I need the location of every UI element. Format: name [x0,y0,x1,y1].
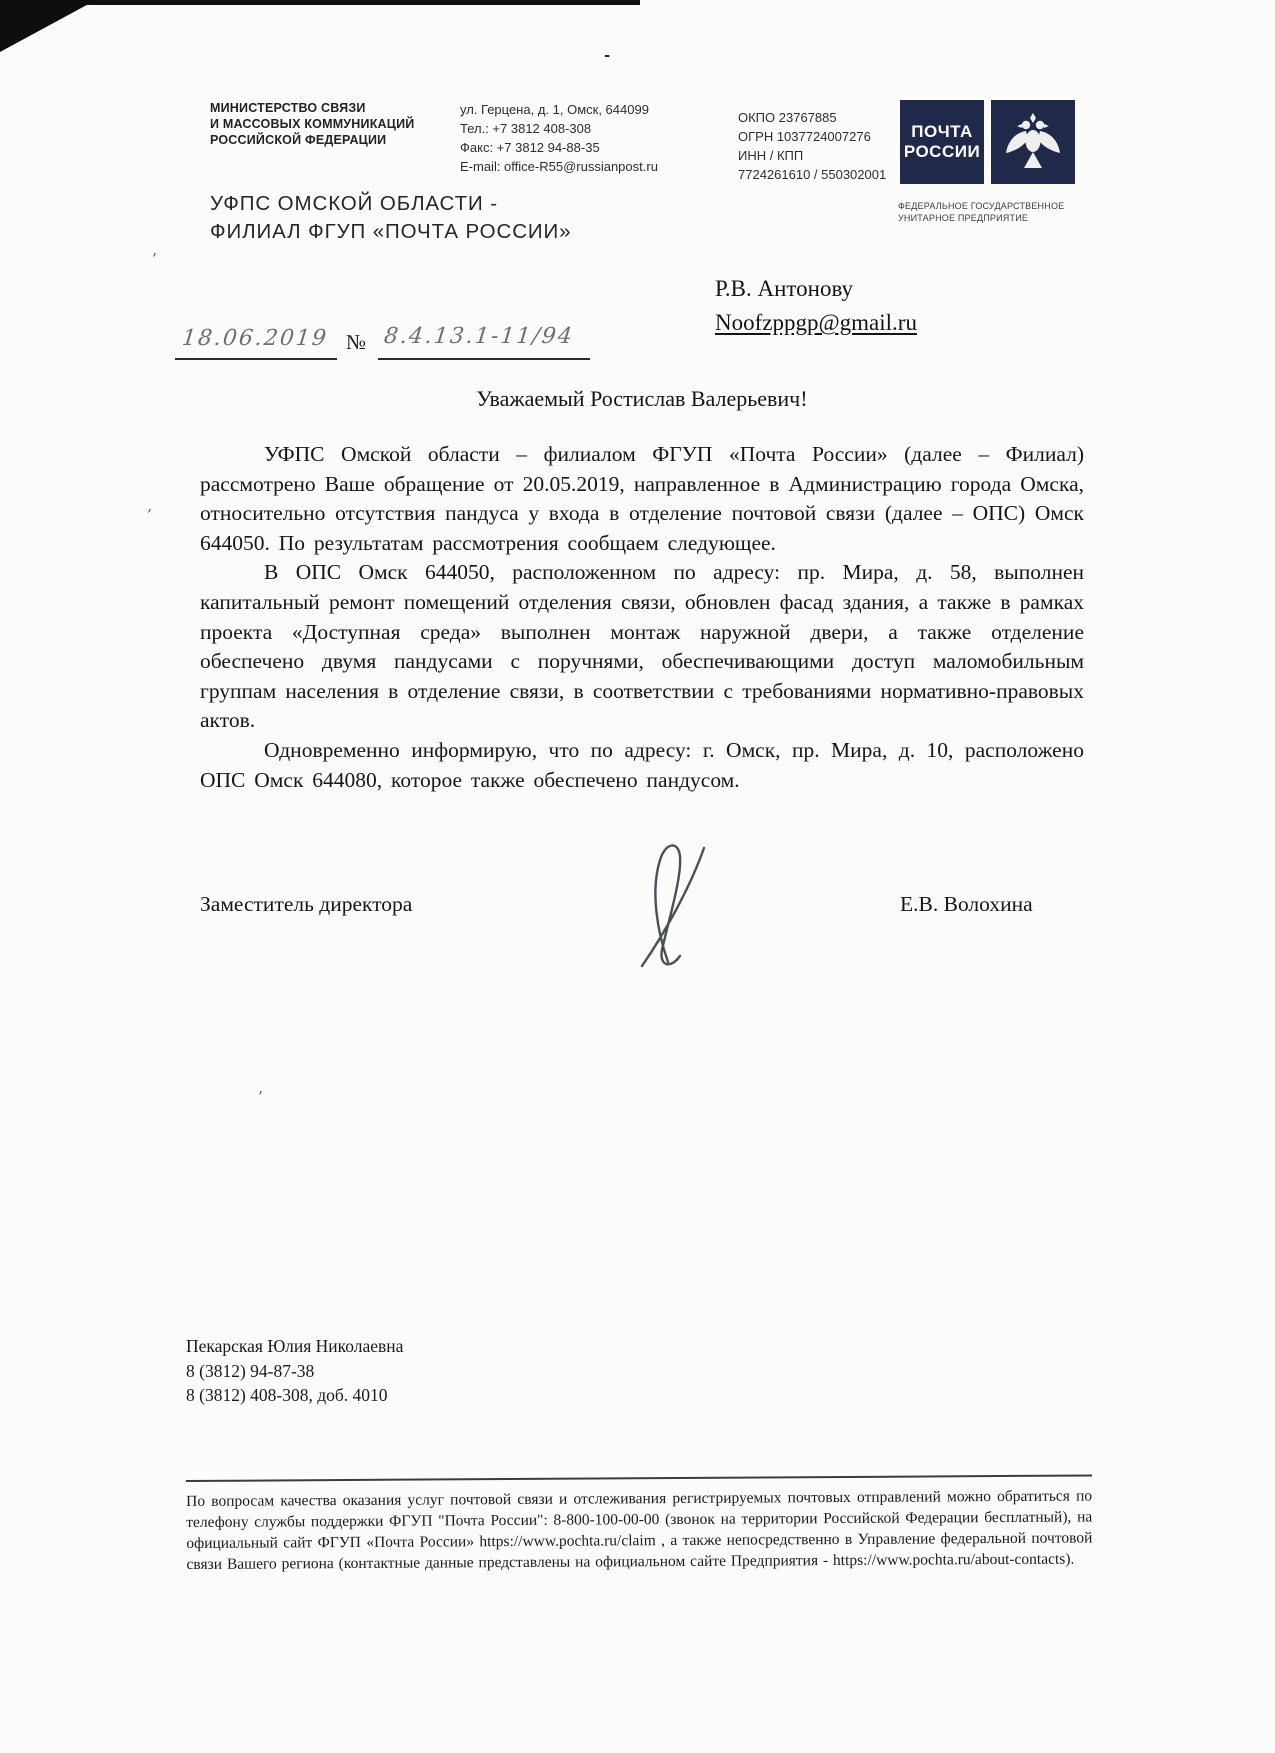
caption-line: ФЕДЕРАЛЬНОЕ ГОСУДАРСТВЕННОЕ [898,201,1065,211]
email-line: E-mail: office-R55@russianpost.ru [460,159,658,174]
body-paragraph: УФПС Омской области – филиалом ФГУП «Почта России» (далее – Филиал) рассмотрено Ваше обращение от 20.05.2019, направленное в Администрацию города Омска, относительно отсутствия пандуса у входа в отделение почтовой связи (далее – ОПС) Омск 644050. По результатам рассмотрения сообщаем следующее. [200,442,1084,555]
letterhead-codes [738,108,886,184]
letterhead-contact [460,100,658,176]
logo-block [900,100,1075,184]
signer-name: Е.В. Волохина [900,892,1033,916]
inn-kpp-label: ИНН / КПП [738,148,804,163]
phone-line: Тел.: +7 3812 408-308 [460,121,592,136]
scan-speck: ’ [152,250,157,268]
address-line: ул. Герцена, д. 1, Омск, 644099 [460,102,649,117]
recipient-block [715,272,917,340]
double-headed-eagle-icon [1001,110,1065,174]
pochta-rossii-logo [900,100,984,184]
executor-phone: 8 (3812) 94-87-38 [186,1360,315,1381]
branch-line: ФИЛИАЛ ФГУП «ПОЧТА РОССИИ» [210,220,572,243]
executor-phone-ext: 8 (3812) 408-308, доб. 4010 [186,1385,388,1405]
recipient-name: Р.В. Антонову [715,276,854,301]
scan-speck: ’ [258,1088,263,1106]
state-emblem-logo [991,100,1075,184]
branch-name [210,190,571,246]
inn-kpp-values: 7724261610 / 550302001 [738,167,887,182]
enterprise-type-caption [898,200,1088,224]
letterhead-ministry [210,100,460,148]
executor-name: Пекарская Юлия Николаевна [186,1336,404,1356]
recipient-email: Noofzppgp@gmail.ru [715,310,917,335]
logo-text-line: РОССИИ [903,142,981,161]
ministry-line: РОССИЙСКОЙ ФЕДЕРАЦИИ [210,133,387,147]
number-underline [378,358,590,360]
scan-artifact-corner [0,0,96,52]
branch-line: УФПС ОМСКОЙ ОБЛАСТИ - [210,192,498,215]
body-paragraph: В ОПС Омск 644050, расположенном по адресу: пр. Мира, д. 58, выполнен капитальный ремонт помещений отделения связи, обновлен фасад здания, а также в рамках проекта «Доступная среда» выполнен монтаж наружной двери, а также отделение обеспечено двумя пандусами с поручнями, обеспечивающими доступ маломобильным группам населения в отделение связи, в соответствии с требованиями нормативно-правовых актов. [200,560,1084,733]
signer-position: Заместитель директора [200,892,413,916]
scan-artifact-top-edge [0,0,640,5]
fax-line: Факс: +7 3812 94-88-35 [460,140,600,155]
scan-speck: ’ [147,506,152,524]
logo-text-line: ПОЧТА [911,122,973,141]
salutation: Уважаемый Ростислав Валерьевич! [476,386,808,411]
letter-body [200,440,1084,795]
body-paragraph: Одновременно информирую, что по адресу: г. Омск, пр. Мира, д. 10, расположено ОПС Омск 644080, которое также обеспечено пандусом. [200,737,1084,792]
scan-speck: - [604,46,611,64]
ministry-line: И МАССОВЫХ КОММУНИКАЦИЙ [210,117,415,131]
number-sign: № [346,330,367,354]
footer-note: По вопросам качества оказания услуг почтовой связи и отслеживания регистрируемых почтовых отправлений можно обратиться по телефону службы поддержки ФГУП "Почта России": 8-800-100-00-00 (звонок на территории Российской Федерации бесплатный), на официальный сайт ФГУП «Почта России» https://www.pochta.ru/claim , а также непосредственно в Управление федеральной почтовой связи Вашего региона (контактные данные представлены на официальном сайте Предприятия - https://www.pochta.ru/about-contacts). [186,1474,1093,1575]
handwritten-date: 18.06.2019 [180,326,330,351]
handwritten-outgoing-number: 8.4.13.1-11/94 [382,324,576,349]
ministry-line: МИНИСТЕРСТВО СВЯЗИ [210,101,366,115]
caption-line: УНИТАРНОЕ ПРЕДПРИЯТИЕ [898,213,1029,223]
date-underline [175,358,337,360]
okpo-line: ОКПО 23767885 [738,110,837,125]
ogrn-line: ОГРН 1037724007276 [738,129,871,144]
executor-block [186,1334,403,1408]
handwritten-signature [598,830,748,975]
